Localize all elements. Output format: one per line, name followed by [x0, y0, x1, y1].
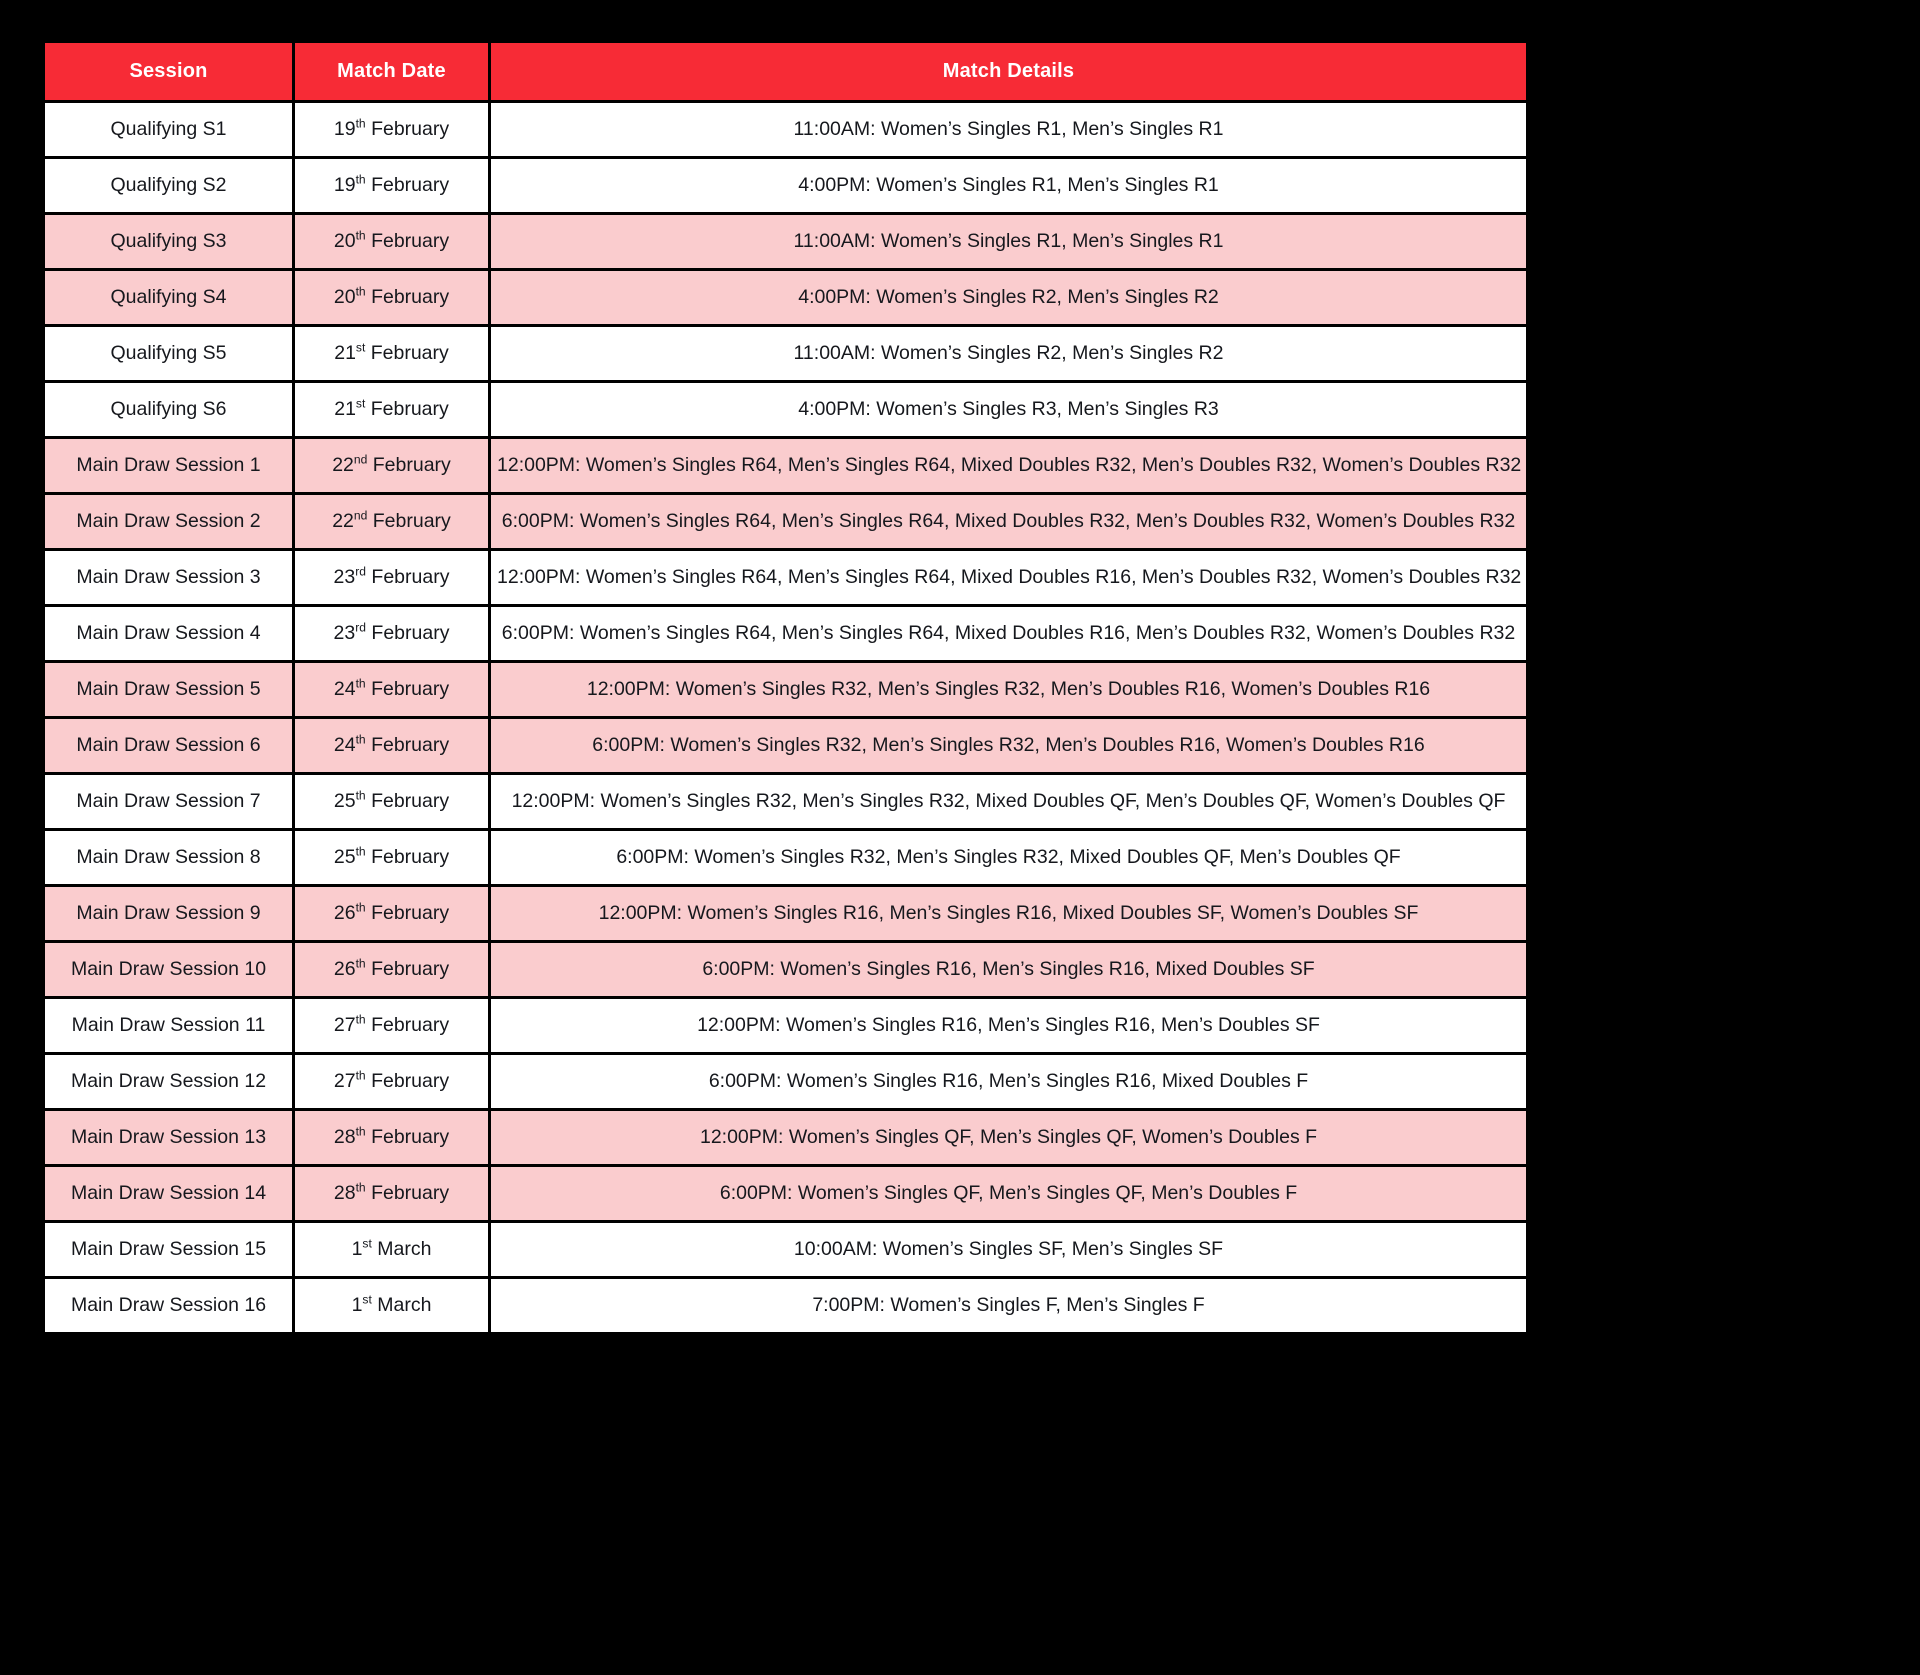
cell-session: Main Draw Session 8 [44, 830, 294, 886]
date-ordinal-suffix: st [362, 1236, 372, 1251]
cell-match-date [294, 270, 490, 326]
date-ordinal-suffix: th [355, 284, 366, 299]
date-month-name: February [365, 118, 450, 140]
cell-match-details: 6:00PM: Women’s Singles R32, Men’s Singles R32, Mixed Doubles QF, Men’s Doubles QF [490, 830, 1528, 886]
cell-session: Main Draw Session 5 [44, 662, 294, 718]
cell-match-details: 6:00PM: Women’s Singles R64, Men’s Singles R64, Mixed Doubles R16, Men’s Doubles R32, Women’s Doubles R32 [490, 606, 1528, 662]
cell-match-date [294, 718, 490, 774]
table-row [44, 494, 1528, 550]
cell-session: Main Draw Session 13 [44, 1110, 294, 1166]
cell-match-details: 4:00PM: Women’s Singles R3, Men’s Singles R3 [490, 382, 1528, 438]
cell-match-details: 11:00AM: Women’s Singles R1, Men’s Singles R1 [490, 214, 1528, 270]
date-day-number: 1 [351, 1294, 363, 1316]
table-row [44, 1110, 1528, 1166]
cell-match-details: 6:00PM: Women’s Singles R16, Men’s Singles R16, Mixed Doubles F [490, 1054, 1528, 1110]
table-row [44, 1166, 1528, 1222]
date-ordinal-suffix: rd [355, 564, 366, 579]
cell-session: Qualifying S3 [44, 214, 294, 270]
cell-match-date [294, 158, 490, 214]
cell-match-date [294, 382, 490, 438]
date-ordinal-suffix: th [355, 844, 366, 859]
cell-match-date [294, 214, 490, 270]
cell-match-details: 12:00PM: Women’s Singles QF, Men’s Singles QF, Women’s Doubles F [490, 1110, 1528, 1166]
date-day-number: 19 [333, 118, 356, 140]
date-month-name: February [365, 790, 450, 812]
table-row [44, 158, 1528, 214]
date-month-name: February [365, 342, 449, 364]
cell-match-details: 12:00PM: Women’s Singles R32, Men’s Singles R32, Men’s Doubles R16, Women’s Doubles R16 [490, 662, 1528, 718]
table-row [44, 718, 1528, 774]
date-ordinal-suffix: th [355, 676, 366, 691]
date-month-name: February [367, 454, 451, 476]
cell-match-details: 6:00PM: Women’s Singles R32, Men’s Singles R32, Men’s Doubles R16, Women’s Doubles R16 [490, 718, 1528, 774]
cell-match-details: 11:00AM: Women’s Singles R1, Men’s Singles R1 [490, 102, 1528, 158]
cell-match-date [294, 998, 490, 1054]
cell-match-details: 12:00PM: Women’s Singles R16, Men’s Singles R16, Men’s Doubles SF [490, 998, 1528, 1054]
date-month-name: February [365, 1014, 450, 1036]
cell-session: Main Draw Session 12 [44, 1054, 294, 1110]
table-row [44, 214, 1528, 270]
table-row [44, 1278, 1528, 1334]
date-month-name: February [365, 174, 450, 196]
date-month-name: February [365, 1126, 450, 1148]
cell-match-details: 12:00PM: Women’s Singles R32, Men’s Singles R32, Mixed Doubles QF, Men’s Doubles QF, Women’s Doubles QF [490, 774, 1528, 830]
date-day-number: 28 [333, 1182, 356, 1204]
date-month-name: February [365, 958, 450, 980]
cell-session: Main Draw Session 16 [44, 1278, 294, 1334]
date-ordinal-suffix: th [355, 900, 366, 915]
column-header-match-details: Match Details [490, 42, 1528, 102]
cell-session: Main Draw Session 6 [44, 718, 294, 774]
cell-match-date [294, 830, 490, 886]
date-day-number: 24 [333, 678, 356, 700]
table-row [44, 1054, 1528, 1110]
cell-match-details: 4:00PM: Women’s Singles R1, Men’s Singles R1 [490, 158, 1528, 214]
date-ordinal-suffix: th [355, 956, 366, 971]
cell-match-details: 12:00PM: Women’s Singles R64, Men’s Singles R64, Mixed Doubles R16, Men’s Doubles R32, Women’s Doubles R32 [490, 550, 1528, 606]
date-month-name: March [371, 1294, 432, 1316]
cell-match-details: 6:00PM: Women’s Singles R64, Men’s Singles R64, Mixed Doubles R32, Men’s Doubles R32, Women’s Doubles R32 [490, 494, 1528, 550]
date-day-number: 23 [333, 622, 356, 644]
table-row [44, 942, 1528, 998]
date-ordinal-suffix: th [355, 1012, 366, 1027]
cell-match-details: 12:00PM: Women’s Singles R16, Men’s Singles R16, Mixed Doubles SF, Women’s Doubles SF [490, 886, 1528, 942]
cell-session: Main Draw Session 10 [44, 942, 294, 998]
table-row [44, 830, 1528, 886]
cell-session: Main Draw Session 2 [44, 494, 294, 550]
date-day-number: 22 [332, 454, 354, 476]
cell-match-date [294, 942, 490, 998]
date-ordinal-suffix: th [355, 1068, 366, 1083]
date-day-number: 23 [333, 566, 356, 588]
table-body [44, 102, 1528, 1334]
cell-match-date [294, 1110, 490, 1166]
cell-match-date [294, 494, 490, 550]
date-day-number: 26 [333, 902, 356, 924]
date-ordinal-suffix: th [355, 228, 366, 243]
date-day-number: 20 [333, 230, 356, 252]
date-day-number: 21 [334, 398, 356, 420]
cell-session: Main Draw Session 7 [44, 774, 294, 830]
date-ordinal-suffix: st [355, 340, 366, 355]
column-header-match-date: Match Date [294, 42, 490, 102]
cell-session: Qualifying S2 [44, 158, 294, 214]
date-ordinal-suffix: rd [355, 620, 366, 635]
date-ordinal-suffix: th [355, 172, 366, 187]
cell-session: Qualifying S6 [44, 382, 294, 438]
date-month-name: February [365, 398, 449, 420]
cell-match-date [294, 326, 490, 382]
cell-match-details: 12:00PM: Women’s Singles R64, Men’s Singles R64, Mixed Doubles R32, Men’s Doubles R32, Women’s Doubles R32 [490, 438, 1528, 494]
date-month-name: February [365, 846, 450, 868]
table-header [44, 42, 1528, 102]
date-day-number: 1 [351, 1238, 363, 1260]
table-row [44, 382, 1528, 438]
schedule-table-container [42, 40, 1526, 1335]
date-ordinal-suffix: st [355, 396, 366, 411]
date-month-name: February [365, 678, 450, 700]
cell-session: Main Draw Session 3 [44, 550, 294, 606]
date-ordinal-suffix: nd [353, 452, 368, 467]
cell-match-date [294, 1222, 490, 1278]
cell-session: Main Draw Session 1 [44, 438, 294, 494]
match-schedule-table [42, 40, 1529, 1335]
cell-session: Main Draw Session 4 [44, 606, 294, 662]
date-month-name: February [365, 286, 450, 308]
table-row [44, 270, 1528, 326]
cell-session: Qualifying S1 [44, 102, 294, 158]
date-month-name: February [365, 902, 450, 924]
date-ordinal-suffix: th [355, 116, 366, 131]
date-day-number: 25 [333, 790, 356, 812]
table-row [44, 438, 1528, 494]
date-month-name: February [365, 230, 450, 252]
cell-match-details: 7:00PM: Women’s Singles F, Men’s Singles F [490, 1278, 1528, 1334]
table-row [44, 550, 1528, 606]
date-day-number: 24 [333, 734, 356, 756]
cell-match-date [294, 1278, 490, 1334]
header-row [44, 42, 1528, 102]
cell-session: Main Draw Session 9 [44, 886, 294, 942]
date-ordinal-suffix: th [355, 788, 366, 803]
cell-session: Main Draw Session 11 [44, 998, 294, 1054]
table-row [44, 1222, 1528, 1278]
date-day-number: 28 [333, 1126, 356, 1148]
table-row [44, 774, 1528, 830]
date-day-number: 21 [334, 342, 356, 364]
date-month-name: February [366, 622, 450, 644]
date-day-number: 20 [333, 286, 356, 308]
date-day-number: 22 [332, 510, 354, 532]
date-ordinal-suffix: th [355, 1180, 366, 1195]
table-row [44, 998, 1528, 1054]
cell-match-date [294, 774, 490, 830]
cell-match-details: 10:00AM: Women’s Singles SF, Men’s Singles SF [490, 1222, 1528, 1278]
date-month-name: March [371, 1238, 432, 1260]
cell-session: Qualifying S4 [44, 270, 294, 326]
cell-match-details: 11:00AM: Women’s Singles R2, Men’s Singles R2 [490, 326, 1528, 382]
cell-match-date [294, 1054, 490, 1110]
date-month-name: February [365, 1182, 450, 1204]
cell-match-details: 6:00PM: Women’s Singles QF, Men’s Singles QF, Men’s Doubles F [490, 1166, 1528, 1222]
cell-match-details: 6:00PM: Women’s Singles R16, Men’s Singles R16, Mixed Doubles SF [490, 942, 1528, 998]
date-day-number: 25 [333, 846, 356, 868]
cell-match-date [294, 606, 490, 662]
table-row [44, 606, 1528, 662]
date-ordinal-suffix: th [355, 732, 366, 747]
date-day-number: 26 [333, 958, 356, 980]
cell-session: Main Draw Session 14 [44, 1166, 294, 1222]
table-row [44, 662, 1528, 718]
date-month-name: February [366, 566, 450, 588]
date-month-name: February [365, 1070, 450, 1092]
cell-match-date [294, 550, 490, 606]
date-ordinal-suffix: th [355, 1124, 366, 1139]
cell-session: Main Draw Session 15 [44, 1222, 294, 1278]
cell-match-date [294, 438, 490, 494]
table-row [44, 102, 1528, 158]
cell-match-date [294, 102, 490, 158]
table-row [44, 326, 1528, 382]
cell-match-date [294, 886, 490, 942]
date-month-name: February [367, 510, 451, 532]
date-day-number: 27 [333, 1070, 356, 1092]
cell-match-date [294, 1166, 490, 1222]
date-ordinal-suffix: st [362, 1292, 372, 1307]
cell-match-details: 4:00PM: Women’s Singles R2, Men’s Singles R2 [490, 270, 1528, 326]
date-month-name: February [365, 734, 450, 756]
cell-match-date [294, 662, 490, 718]
table-row [44, 886, 1528, 942]
date-ordinal-suffix: nd [353, 508, 368, 523]
date-day-number: 27 [333, 1014, 356, 1036]
cell-session: Qualifying S5 [44, 326, 294, 382]
date-day-number: 19 [333, 174, 356, 196]
column-header-session: Session [44, 42, 294, 102]
